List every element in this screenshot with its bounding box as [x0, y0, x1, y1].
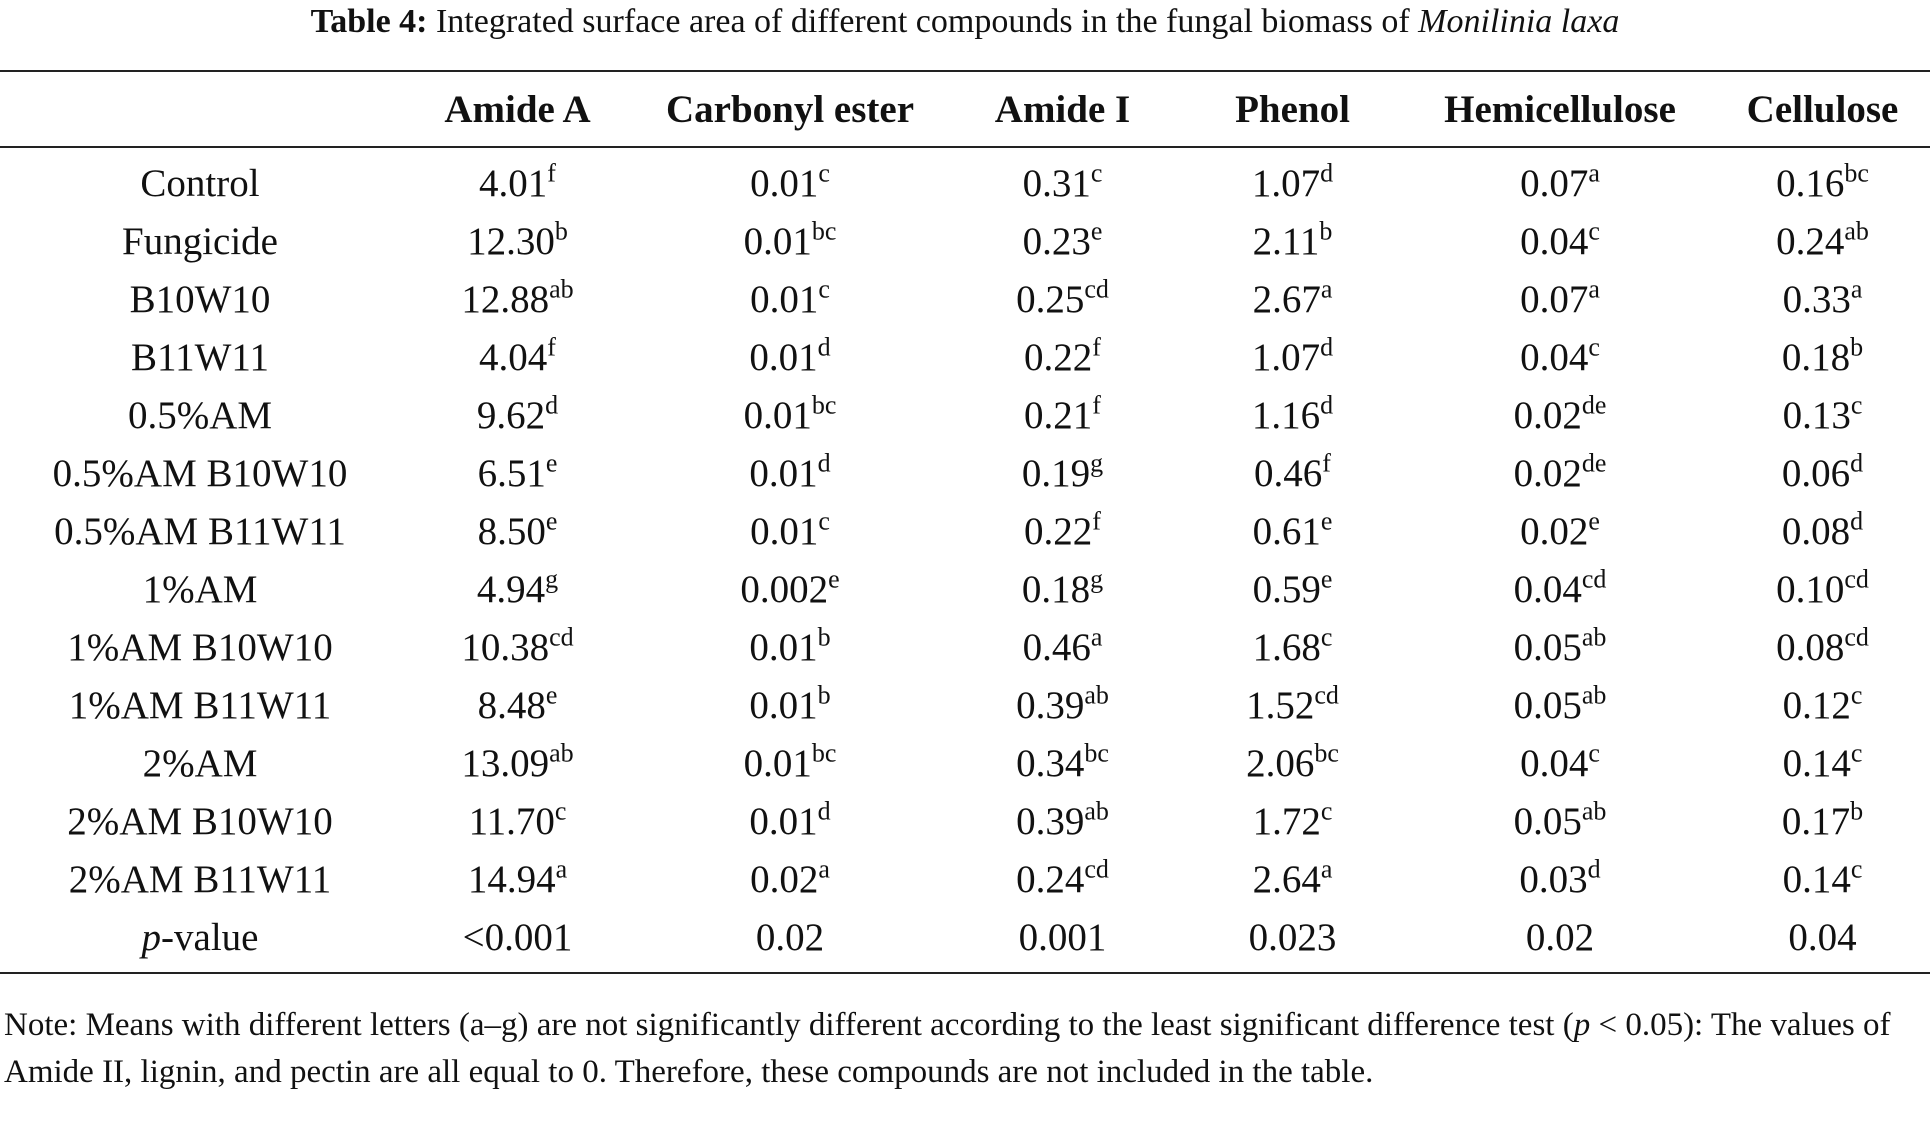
cell-value: 8.48	[477, 683, 546, 727]
table-row	[0, 560, 1930, 618]
significance-letter: d	[1320, 390, 1334, 420]
cell-value: 0.01	[749, 799, 818, 843]
significance-letter: d	[1850, 448, 1864, 478]
table-cell	[635, 560, 945, 618]
table-cell	[945, 676, 1180, 734]
cell-value: 0.21	[1024, 393, 1093, 437]
significance-letter: f	[1092, 506, 1101, 536]
table-cell	[1180, 444, 1405, 502]
table-cell	[1715, 560, 1930, 618]
significance-letter: cd	[549, 622, 574, 652]
table-cell	[635, 328, 945, 386]
cell-value: 0.01	[750, 509, 819, 553]
cell-value: 0.05	[1513, 625, 1582, 669]
table-cell	[635, 444, 945, 502]
pvalue-cell: 0.02	[1525, 915, 1595, 959]
cell-value: 0.13	[1782, 393, 1851, 437]
significance-letter: e	[1320, 564, 1333, 594]
significance-letter: de	[1581, 390, 1607, 420]
table-cell	[1180, 792, 1405, 850]
treatment-label: 1%AM B10W10	[67, 625, 333, 669]
treatment-label: 2%AM B11W11	[68, 857, 332, 901]
table-header	[0, 71, 1930, 147]
significance-letter: e	[828, 564, 840, 594]
table-cell	[1715, 792, 1930, 850]
significance-letter: e	[1090, 216, 1103, 246]
cell-value: 0.04	[1520, 741, 1589, 785]
table-cell	[635, 212, 945, 270]
table-cell	[635, 850, 945, 908]
table-cell	[1405, 270, 1715, 328]
cell-value: 0.16	[1776, 161, 1845, 205]
table-cell	[400, 328, 635, 386]
significance-letter: ab	[549, 274, 574, 304]
significance-letter: bc	[1844, 158, 1869, 188]
cell-value: 14.94	[467, 857, 556, 901]
table-body	[0, 147, 1930, 973]
header-cell: Hemicellulose	[1444, 87, 1676, 131]
significance-letter: b	[817, 680, 831, 710]
cell-value: 12.30	[467, 219, 555, 263]
significance-letter: c	[1850, 854, 1863, 884]
cell-value: 0.61	[1252, 509, 1321, 553]
treatment-label: B11W11	[131, 335, 269, 379]
cell-value: 0.01	[749, 625, 818, 669]
treatment-label: Control	[140, 161, 260, 205]
table-cell	[1180, 212, 1405, 270]
significance-letter: c	[818, 506, 830, 536]
cell-value: 13.09	[461, 741, 550, 785]
table-cell	[945, 147, 1180, 212]
table-cell	[1180, 147, 1405, 212]
table-cell	[945, 270, 1180, 328]
table-cell	[1180, 270, 1405, 328]
significance-letter: e	[1588, 506, 1600, 536]
header-cell: Amide I	[994, 87, 1131, 131]
cell-value: 0.46	[1254, 451, 1323, 495]
significance-letter: d	[1587, 854, 1601, 884]
significance-letter: bc	[1084, 738, 1109, 768]
note-part1: Note: Means with different letters (a–g) are not significantly different according to the least significant difference test (	[4, 1007, 1574, 1043]
significance-letter: d	[817, 332, 831, 362]
table-cell	[945, 792, 1180, 850]
significance-letter: f	[1322, 448, 1331, 478]
cell-value: 0.05	[1513, 683, 1582, 727]
cell-value: 0.05	[1513, 799, 1582, 843]
significance-letter: d	[1850, 506, 1864, 536]
table-cell	[1715, 850, 1930, 908]
cell-value: 0.01	[743, 219, 812, 263]
table-cell	[945, 212, 1180, 270]
table-cell	[400, 618, 635, 676]
table-row	[0, 676, 1930, 734]
table-cell	[1405, 560, 1715, 618]
significance-letter: cd	[1844, 564, 1869, 594]
significance-letter: ab	[1844, 216, 1869, 246]
cell-value: 0.34	[1016, 741, 1085, 785]
table-row	[0, 212, 1930, 270]
table-row	[0, 386, 1930, 444]
table-cell	[1715, 618, 1930, 676]
cell-value: 4.01	[479, 161, 548, 205]
table-cell	[1405, 328, 1715, 386]
header-cell: Phenol	[1235, 87, 1350, 131]
cell-value: 0.22	[1024, 509, 1093, 553]
cell-value: 0.002	[740, 567, 829, 611]
cell-value: 8.50	[477, 509, 546, 553]
significance-letter: de	[1581, 448, 1607, 478]
significance-letter: d	[817, 796, 831, 826]
cell-value: 0.17	[1781, 799, 1851, 843]
table-cell	[400, 560, 635, 618]
significance-letter: c	[1850, 680, 1863, 710]
cell-value: 0.01	[749, 335, 818, 379]
cell-value: 0.01	[743, 741, 812, 785]
significance-letter: ab	[1581, 680, 1607, 710]
table-cell	[1715, 444, 1930, 502]
treatment-label: 0.5%AM B10W10	[52, 451, 348, 495]
table-cell	[1180, 328, 1405, 386]
table-row	[0, 444, 1930, 502]
cell-value: 1.52	[1246, 683, 1315, 727]
cell-value: 0.14	[1782, 857, 1851, 901]
cell-value: 9.62	[476, 393, 546, 437]
significance-letter: c	[1090, 158, 1103, 188]
cell-value: 0.04	[1513, 567, 1582, 611]
significance-letter: a	[1090, 622, 1103, 652]
caption-label: Table 4:	[310, 3, 428, 40]
significance-letter: c	[818, 274, 830, 304]
header-row	[0, 71, 1930, 147]
significance-letter: c	[1850, 738, 1863, 768]
table-cell	[945, 386, 1180, 444]
significance-letter: e	[545, 680, 558, 710]
table-cell	[1405, 386, 1715, 444]
table-cell	[400, 850, 635, 908]
cell-value: 2.64	[1252, 857, 1321, 901]
table-cell	[400, 792, 635, 850]
significance-letter: f	[1092, 390, 1101, 420]
cell-value: 0.39	[1016, 799, 1085, 843]
cell-value: 2.11	[1252, 219, 1320, 263]
table-cell	[400, 386, 635, 444]
significance-letter: cd	[1084, 274, 1109, 304]
significance-letter: d	[817, 448, 831, 478]
treatment-label: 2%AM B10W10	[67, 799, 333, 843]
cell-value: 0.01	[743, 393, 812, 437]
caption-species: Monilinia laxa	[1418, 3, 1620, 40]
treatment-label: Fungicide	[122, 219, 278, 263]
treatment-label: 1%AM	[142, 567, 258, 611]
cell-value: 0.59	[1252, 567, 1321, 611]
table-cell	[1405, 676, 1715, 734]
caption-text: Integrated surface area of different compounds in the fungal biomass of	[427, 3, 1419, 40]
cell-value: 0.02	[1513, 393, 1582, 437]
data-table	[0, 70, 1930, 974]
header-cell: Amide A	[444, 87, 591, 131]
table-cell	[1715, 270, 1930, 328]
significance-letter: g	[1090, 564, 1104, 594]
significance-letter: bc	[811, 390, 837, 420]
cell-value: 10.38	[461, 625, 550, 669]
significance-letter: c	[1588, 216, 1600, 246]
significance-letter: bc	[811, 738, 837, 768]
significance-letter: c	[1850, 390, 1863, 420]
cell-value: 0.04	[1520, 335, 1589, 379]
cell-value: 0.46	[1022, 625, 1091, 669]
table-caption	[0, 0, 1930, 44]
significance-letter: ab	[1581, 796, 1607, 826]
cell-value: 0.33	[1782, 277, 1851, 321]
cell-value: 0.07	[1520, 161, 1589, 205]
table-cell	[635, 792, 945, 850]
significance-letter: bc	[811, 216, 837, 246]
cell-value: 0.03	[1519, 857, 1588, 901]
significance-letter: c	[1588, 738, 1600, 768]
note-part2: < 0.05): The values of Amide II, lignin, and pectin are all equal to 0. Therefore, these compounds are not included in the table.	[4, 1007, 1891, 1090]
significance-letter: cd	[1581, 564, 1607, 594]
significance-letter: f	[547, 158, 556, 188]
cell-value: 0.06	[1781, 451, 1851, 495]
cell-value: 0.04	[1520, 219, 1589, 263]
table-cell	[1180, 502, 1405, 560]
cell-value: 0.07	[1520, 277, 1589, 321]
table-cell	[1180, 676, 1405, 734]
cell-value: 2.67	[1252, 277, 1321, 321]
significance-letter: g	[1090, 448, 1104, 478]
cell-value: 0.12	[1782, 683, 1851, 727]
cell-value: 0.10	[1776, 567, 1845, 611]
table-cell	[945, 328, 1180, 386]
significance-letter: d	[1320, 158, 1334, 188]
header-cell: Carbonyl ester	[665, 87, 915, 131]
significance-letter: f	[547, 332, 556, 362]
significance-letter: a	[555, 854, 568, 884]
significance-letter: b	[817, 622, 831, 652]
table-cell	[1715, 212, 1930, 270]
table-cell	[1715, 386, 1930, 444]
table-cell	[1715, 734, 1930, 792]
cell-value: 0.02	[750, 857, 819, 901]
cell-value: 0.22	[1024, 335, 1093, 379]
cell-value: 0.01	[750, 161, 819, 205]
table-cell	[635, 676, 945, 734]
table-cell	[945, 560, 1180, 618]
table-cell	[400, 147, 635, 212]
significance-letter: b	[1319, 216, 1333, 246]
cell-value: 0.01	[750, 277, 819, 321]
table-cell	[1405, 502, 1715, 560]
table-cell	[1715, 328, 1930, 386]
table-cell	[1405, 850, 1715, 908]
cell-value: 0.08	[1776, 625, 1845, 669]
table-cell	[1405, 212, 1715, 270]
significance-letter: ab	[1581, 622, 1607, 652]
table-row	[0, 502, 1930, 560]
cell-value: 12.88	[461, 277, 550, 321]
table-cell	[400, 676, 635, 734]
table-row	[0, 328, 1930, 386]
pvalue-label-rest: -value	[161, 915, 259, 959]
table-cell	[1405, 618, 1715, 676]
pvalue-label-p: p	[141, 915, 162, 959]
table-cell	[400, 212, 635, 270]
treatment-label: B10W10	[129, 277, 271, 321]
header-cell-treatment	[0, 71, 400, 147]
cell-value: 1.07	[1251, 335, 1321, 379]
cell-value: 1.16	[1251, 393, 1321, 437]
significance-letter: ab	[1084, 680, 1109, 710]
cell-value: 0.25	[1016, 277, 1085, 321]
table-cell	[1715, 147, 1930, 212]
pvalue-label	[0, 908, 400, 973]
cell-value: 0.02	[1520, 509, 1589, 553]
cell-value: 6.51	[477, 451, 546, 495]
pvalue-cell: 0.02	[755, 915, 825, 959]
cell-value: 0.01	[749, 683, 818, 727]
header-cell: Cellulose	[1746, 87, 1899, 131]
cell-value: 0.23	[1022, 219, 1091, 263]
treatment-label: 0.5%AM B11W11	[54, 509, 346, 553]
significance-letter: a	[1850, 274, 1863, 304]
cell-value: 1.68	[1252, 625, 1321, 669]
significance-letter: b	[1850, 332, 1864, 362]
cell-value: 0.18	[1021, 567, 1091, 611]
table-cell	[635, 270, 945, 328]
pvalue-row	[0, 908, 1930, 973]
table-cell	[1715, 676, 1930, 734]
table-row	[0, 618, 1930, 676]
significance-letter: c	[554, 796, 567, 826]
significance-letter: e	[545, 448, 558, 478]
pvalue-cell: 0.04	[1788, 915, 1857, 959]
significance-letter: cd	[1084, 854, 1109, 884]
pvalue-cell: <0.001	[462, 915, 573, 959]
table-row	[0, 850, 1930, 908]
cell-value: 0.24	[1016, 857, 1085, 901]
significance-letter: f	[1092, 332, 1101, 362]
treatment-label: 2%AM	[142, 741, 258, 785]
table-cell	[400, 444, 635, 502]
significance-letter: a	[1320, 854, 1333, 884]
cell-value: 1.07	[1251, 161, 1321, 205]
table-row	[0, 734, 1930, 792]
cell-value: 0.14	[1782, 741, 1851, 785]
treatment-label: 1%AM B11W11	[68, 683, 332, 727]
cell-value: 1.72	[1252, 799, 1321, 843]
table-cell	[635, 502, 945, 560]
significance-letter: b	[1850, 796, 1864, 826]
cell-value: 0.24	[1776, 219, 1845, 263]
table-cell	[945, 502, 1180, 560]
table-cell	[1405, 792, 1715, 850]
significance-letter: c	[1320, 796, 1333, 826]
significance-letter: b	[554, 216, 568, 246]
table-row	[0, 792, 1930, 850]
table-note	[4, 1002, 1926, 1096]
table-cell	[400, 502, 635, 560]
table-cell	[945, 850, 1180, 908]
table-cell	[635, 386, 945, 444]
table-cell	[1715, 502, 1930, 560]
cell-value: 0.19	[1021, 451, 1091, 495]
significance-letter: a	[1320, 274, 1333, 304]
treatment-label: 0.5%AM	[127, 393, 273, 437]
table-cell	[1180, 850, 1405, 908]
table-cell	[1180, 560, 1405, 618]
table-cell	[1180, 386, 1405, 444]
significance-letter: a	[1588, 158, 1600, 188]
significance-letter: cd	[1844, 622, 1869, 652]
significance-letter: c	[1588, 332, 1600, 362]
table-cell	[1405, 734, 1715, 792]
significance-letter: c	[818, 158, 830, 188]
significance-letter: ab	[549, 738, 574, 768]
significance-letter: d	[545, 390, 559, 420]
table-cell	[945, 734, 1180, 792]
cell-value: 11.70	[468, 799, 555, 843]
table-cell	[1405, 147, 1715, 212]
significance-letter: cd	[1314, 680, 1339, 710]
table-cell	[400, 270, 635, 328]
table-cell	[945, 618, 1180, 676]
significance-letter: g	[545, 564, 559, 594]
table-cell	[1180, 734, 1405, 792]
significance-letter: d	[1320, 332, 1334, 362]
pvalue-cell: 0.023	[1248, 915, 1337, 959]
table-cell	[1405, 444, 1715, 502]
table-cell	[635, 147, 945, 212]
cell-value: 0.18	[1781, 335, 1851, 379]
significance-letter: bc	[1314, 738, 1339, 768]
table-cell	[945, 444, 1180, 502]
table-cell	[635, 734, 945, 792]
cell-value: 0.39	[1016, 683, 1085, 727]
significance-letter: e	[545, 506, 558, 536]
significance-letter: ab	[1084, 796, 1109, 826]
cell-value: 0.01	[749, 451, 818, 495]
note-p: p	[1573, 1007, 1591, 1043]
pvalue-cell: 0.001	[1018, 915, 1107, 959]
significance-letter: c	[1320, 622, 1333, 652]
table-row	[0, 147, 1930, 212]
significance-letter: e	[1320, 506, 1333, 536]
cell-value: 2.06	[1246, 741, 1315, 785]
significance-letter: a	[818, 854, 830, 884]
cell-value: 0.08	[1781, 509, 1851, 553]
cell-value: 4.94	[476, 567, 546, 611]
table-cell	[635, 618, 945, 676]
significance-letter: a	[1588, 274, 1600, 304]
table-cell	[1180, 618, 1405, 676]
cell-value: 0.02	[1513, 451, 1582, 495]
table-row	[0, 270, 1930, 328]
cell-value: 0.31	[1022, 161, 1091, 205]
cell-value: 4.04	[479, 335, 548, 379]
table-cell	[400, 734, 635, 792]
